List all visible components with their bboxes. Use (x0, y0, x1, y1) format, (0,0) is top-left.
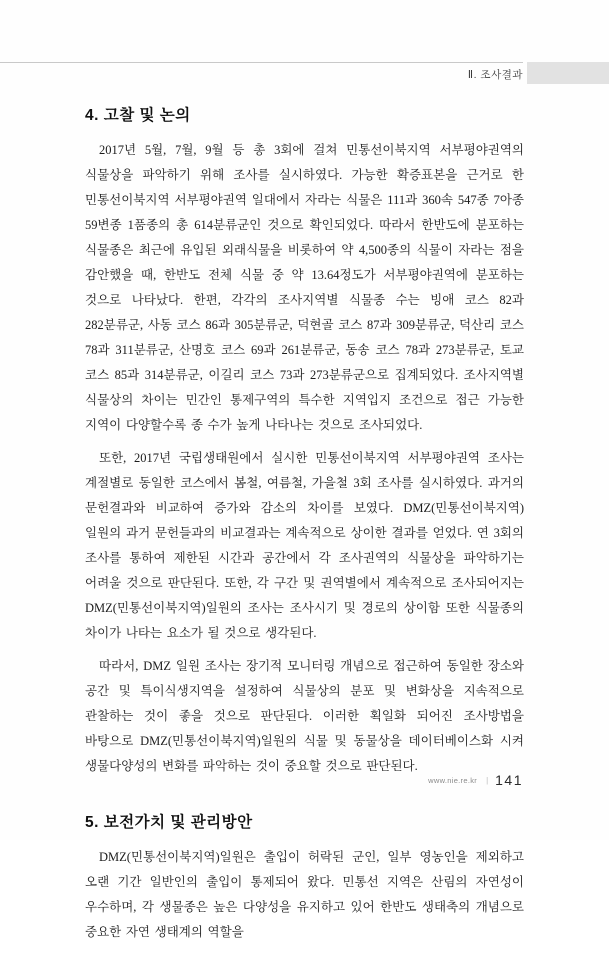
section-5-paragraph-1: DMZ(민통선이북지역)일원은 출입이 허락된 군인, 일부 영농인을 제외하고 오랜 기간 일반인의 출입이 통제되어 왔다. 민통선 지역은 산림의 자연성이 우수하며, 각 생물종은 높은 다양성을 유지하고 있어 한반도 생태축의 개념으로 중요한 자연 생태계의 역할을 (85, 850, 524, 939)
footer-separator: | (486, 775, 489, 785)
section-5-heading: 5. 보전가치 및 관리방안 (85, 814, 253, 831)
section-4-paragraph-3: 따라서, DMZ 일원 조사는 장기적 모니터링 개념으로 접근하여 동일한 장소와 공간 및 특이식생지역을 설정하여 식물상의 분포 및 변화상을 지속적으로 관찰하는 것이 좋을 것으로 판단된다. 이러한 획일화 되어진 조사방법을 바탕으로 DMZ(민통선이북지역)일원의 식물 및 동물상을 데이터베이스화 시켜 생물다양성의 변화를 파악하는 것이 중요할 것으로 판단된다. (85, 659, 524, 773)
page-footer (428, 772, 523, 788)
header-section-label: Ⅱ. 조사결과 (467, 69, 523, 81)
header-tab-marker (527, 62, 609, 84)
footer-website: www.nie.re.kr (428, 775, 478, 785)
footer-page-number: 141 (495, 772, 523, 788)
section-4-heading: 4. 고찰 및 논의 (85, 107, 191, 124)
header-rule (0, 62, 523, 63)
section-4-paragraph-2: 또한, 2017년 국립생태원에서 실시한 민통선이북지역 서부평야권역 조사는 계절별로 동일한 코스에서 봄철, 여름철, 가을철 3회 조사를 실시하였다. 과거의 문헌결과와 비교하여 증가와 감소의 차이를 보였다. DMZ(민통선이북지역)일원의 과거 문헌들과의 비교결과는 계속적으로 상이한 결과를 얻었다. 연 3회의 조사를 통하여 제한된 시간과 공간에서 각 조사권역의 식물상을 파악하기는 어려울 것으로 판단된다. 또한, 각 구간 및 권역별에서 계속적으로 조사되어지는 DMZ(민통선이북지역)일원의 조사는 조사시기 및 경로의 상이함 또한 식물종의 차이가 나타는 요소가 될 것으로 생각된다. (85, 451, 524, 640)
page-content (85, 103, 524, 953)
section-4-paragraph-1: 2017년 5월, 7월, 9월 등 총 3회에 걸쳐 민통선이북지역 서부평야권역의 식물상을 파악하기 위해 조사를 실시하였다. 가능한 확증표본을 근거로 한 민통선이북지역 서부평야권역 일대에서 자라는 식물은 111과 360속 547종 7아종 59변종 1품종의 총 614분류군인 것으로 확인되었다. 따라서 한반도에 분포하는 식물종은 최근에 유입된 외래식물을 비롯하여 약 4,500종의 식물이 자라는 점을 감안했을 때, 한반도 전체 식물 중 약 13.64정도가 서부평야권역에 분포하는 것으로 나타났다. 한편, 각각의 조사지역별 식물종 수는 빙애 코스 82과 282분류군, 사동 코스 86과 305분류군, 덕현골 코스 87과 309분류군, 덕산리 코스 78과 311분류군, 산명호 코스 69과 261분류군, 동송 코스 78과 273분류군, 토교 코스 85과 314분류군, 이길리 코스 73과 273분류군으로 집계되었다. 조사지역별 식물상의 차이는 민간인 통제구역의 특수한 지역입지 조건으로 접근 가능한 지역이 다양할수록 종 수가 높게 나타나는 것으로 조사되었다. (85, 143, 524, 432)
